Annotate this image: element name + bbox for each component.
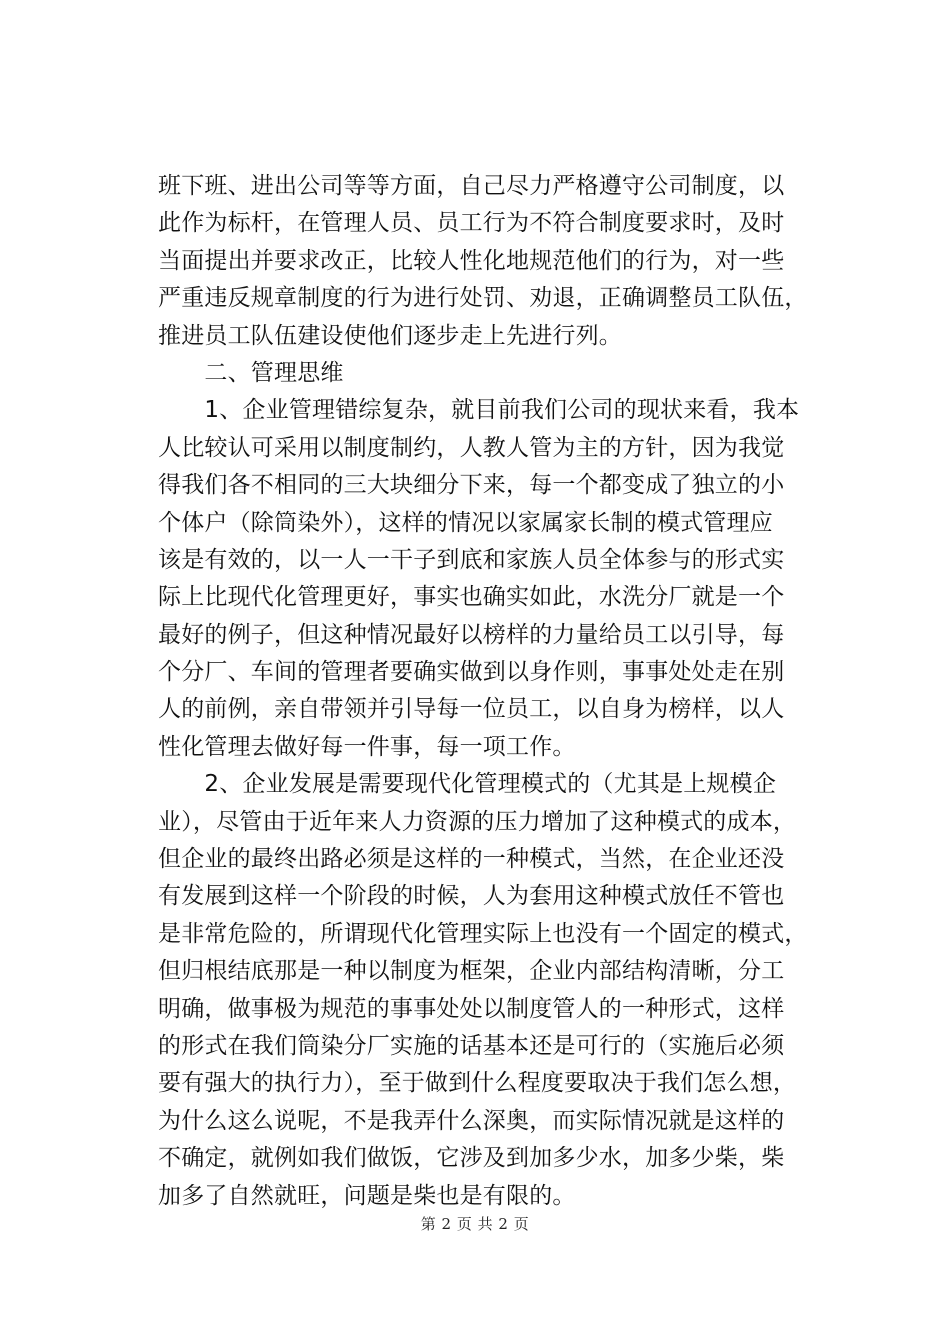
- text-line: 人的前例，亲自带领并引导每一位员工，以自身为榜样，以人: [158, 696, 785, 723]
- text-line: 此作为标杆，在管理人员、员工行为不符合制度要求时，及时: [158, 210, 785, 237]
- text-line: 最好的例子，但这种情况最好以榜样的力量给员工以引导，每: [158, 621, 785, 648]
- text-line: 个体户（除筒染外），这样的情况以家属家长制的模式管理应: [158, 509, 773, 536]
- text-line: 当面提出并要求改正，比较人性化地规范他们的行为，对一些: [158, 247, 785, 274]
- text-line: 为什么这么说呢，不是我弄什么深奥，而实际情况就是这样的: [158, 1107, 785, 1134]
- text-line: 班下班、进出公司等等方面，自己尽力严格遵守公司制度，以: [158, 173, 785, 199]
- text-line: 但企业的最终出路必须是这样的一种模式，当然，在企业还没: [158, 846, 785, 873]
- text-line: 2、企业发展是需要现代化管理模式的（尤其是上规模企: [158, 771, 777, 798]
- text-line: 得我们各不相同的三大块细分下来，每一个都变成了独立的小: [158, 472, 785, 499]
- text-line: 不确定，就例如我们做饭，它涉及到加多少水，加多少柴，柴: [158, 1145, 785, 1172]
- text-line: 严重违反规章制度的行为进行处罚、劝退，正确调整员工队伍，: [158, 285, 808, 312]
- text-line: 个分厂、车间的管理者要确实做到以身作则，事事处处走在别: [158, 659, 785, 686]
- text-line: 该是有效的，以一人一干子到底和家族人员全体参与的形式实: [158, 546, 785, 573]
- page-number-footer: 第 2 页 共 2 页: [420, 1215, 530, 1233]
- text-line: 1、企业管理错综复杂，就目前我们公司的现状来看，我本: [158, 397, 800, 424]
- text-line: 但归根结底那是一种以制度为框架，企业内部结构清晰，分工: [158, 958, 785, 985]
- section-heading: 二、管理思维: [158, 359, 344, 386]
- text-line: 要有强大的执行力），至于做到什么程度要取决于我们怎么想，: [158, 1070, 797, 1097]
- text-line: 的形式在我们筒染分厂实施的话基本还是可行的（实施后必须: [158, 1032, 785, 1059]
- text-line: 业），尽管由于近年来人力资源的压力增加了这种模式的成本，: [158, 808, 797, 835]
- text-line: 推进员工队伍建设使他们逐步走上先进行列。: [158, 322, 622, 349]
- text-line: 加多了自然就旺，问题是柴也是有限的。: [158, 1182, 576, 1209]
- text-line: 人比较认可采用以制度制约，人教人管为主的方针，因为我觉: [158, 434, 785, 461]
- text-line: 明确，做事极为规范的事事处处以制度管人的一种形式，这样: [158, 995, 785, 1022]
- text-line: 有发展到这样一个阶段的时候，人为套用这种模式放任不管也: [158, 883, 785, 910]
- text-line: 性化管理去做好每一件事，每一项工作。: [158, 733, 576, 760]
- text-line: 是非常危险的，所谓现代化管理实际上也没有一个固定的模式，: [158, 920, 808, 947]
- body-text: [158, 168, 808, 1215]
- text-line: 际上比现代化管理更好，事实也确实如此，水洗分厂就是一个: [158, 584, 785, 611]
